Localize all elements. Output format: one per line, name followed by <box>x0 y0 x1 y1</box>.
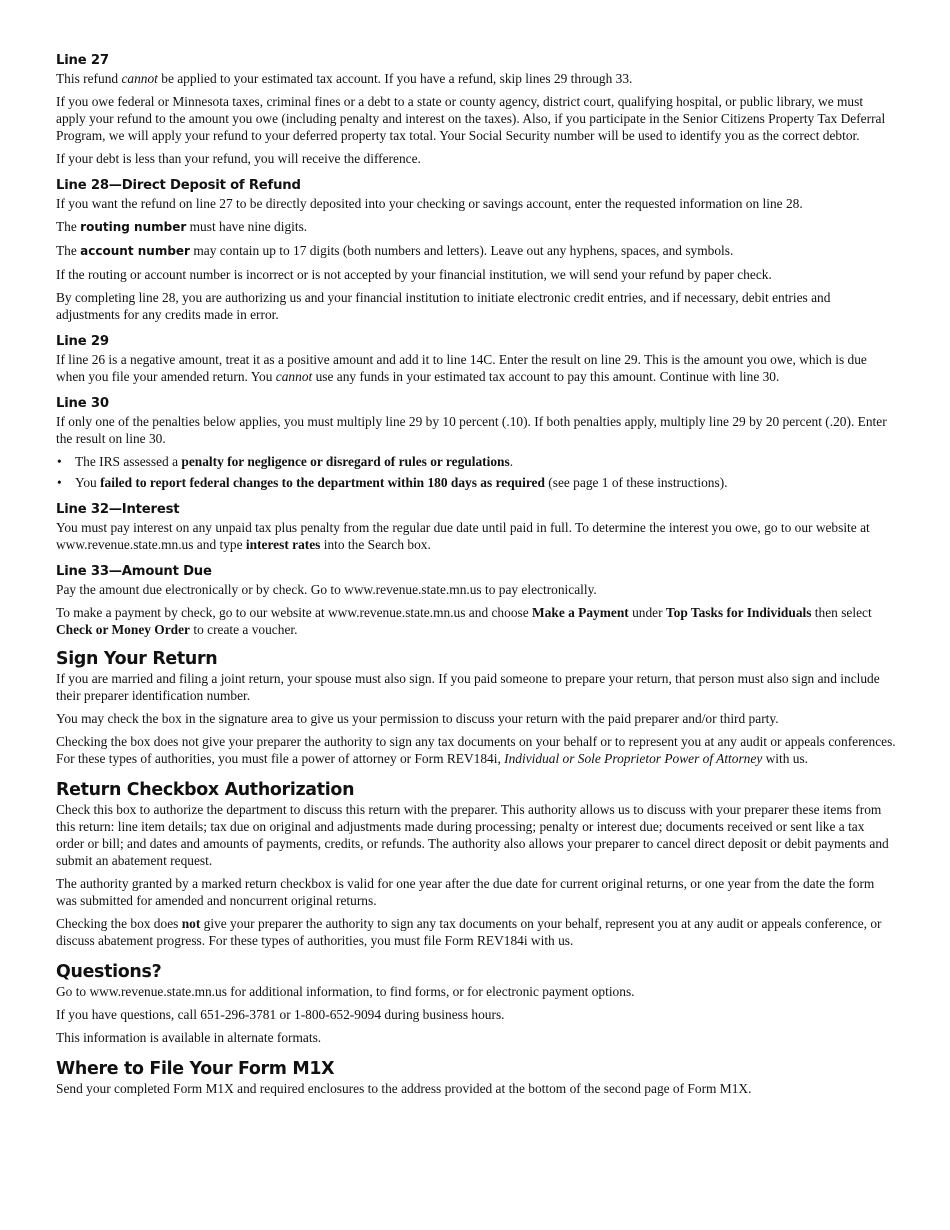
line27-paragraph-3: If your debt is less than your refund, you will receive the difference. <box>56 151 421 166</box>
checkbox-paragraph-2: The authority granted by a marked return checkbox is valid for one year after the due date for current original returns, or one year from the date the form was submitted for amended and noncurrent original returns. <box>56 876 875 908</box>
sign-heading: Sign Your Return <box>56 649 218 669</box>
line28-section <box>56 177 896 323</box>
line29-paragraph-1: If line 26 is a negative amount, treat it as a positive amount and add it to line 14C. Enter the result on line 29. This is the amount you owe, which is due when you file your amended return. You cannot use any funds in your estimated tax account to pay this amount. Continue with line 30. <box>56 352 867 384</box>
where-heading: Where to File Your Form M1X <box>56 1059 335 1079</box>
line33-heading: Line 33—Amount Due <box>56 564 212 579</box>
line27-paragraph-2: If you owe federal or Minnesota taxes, criminal fines or a debt to a state or county agency, district court, qualifying hospital, or public library, we must apply your refund to the amount you owe (including penalty and interest on the taxes). Also, if you participate in the Senior Citizens Property Tax Deferral Program, we will apply your refund to your deferred property tax total. Your Social Security number will be used to identify you as the correct debtor. <box>56 94 886 143</box>
line33-section <box>56 563 896 638</box>
line28-heading: Line 28—Direct Deposit of Refund <box>56 178 301 193</box>
line28-paragraph-5: By completing line 28, you are authorizing us and your financial institution to initiate electronic credit entries, and if necessary, debit entries and adjustments for any credits made in error. <box>56 290 831 322</box>
line33-paragraph-2: To make a payment by check, go to our website at www.revenue.state.mn.us and choose Make a Payment under Top Tasks for Individuals then select Check or Money Order to create a voucher. <box>56 605 872 637</box>
line28-paragraph-4: If the routing or account number is incorrect or is not accepted by your financial institution, we will send your refund by paper check. <box>56 267 772 282</box>
checkbox-paragraph-3: Checking the box does not give your preparer the authority to sign any tax documents on your behalf, represent you at any audit or appeals conference, or discuss abatement progress. For these types of authorities, you must file Form REV184i with us. <box>56 916 882 948</box>
questions-paragraph-1: Go to www.revenue.state.mn.us for additional information, to find forms, or for electronic payment options. <box>56 984 635 999</box>
checkbox-paragraph-1: Check this box to authorize the department to discuss this return with the preparer. This authority allows us to discuss with your preparer these items from this return: line item details; tax due on original and adjustments made during processing; penalty or interest due; documents received or sent like a tax order or bill; and dates and amounts of payments, credits, or refunds. The authority also allows your preparer to cancel direct deposit or debit payments and submit an abatement request. <box>56 802 889 868</box>
where-section <box>56 1058 896 1097</box>
instructions-page <box>56 52 896 1109</box>
sign-paragraph-3: Checking the box does not give your preparer the authority to sign any tax documents on your behalf or to represent you at any audit or appeals conferences. For these types of authorities, you must file a power of attorney or Form REV184i, Individual or Sole Proprietor Power of Attorney with us. <box>56 734 896 766</box>
line28-paragraph-1: If you want the refund on line 27 to be directly deposited into your checking or savings account, enter the requested information on line 28. <box>56 196 803 211</box>
line30-penalty-list <box>56 453 896 491</box>
line30-section <box>56 395 896 491</box>
line28-routing-paragraph: The routing number must have nine digits. <box>56 219 308 234</box>
line32-paragraph-1: You must pay interest on any unpaid tax plus penalty from the regular due date until paid in full. To determine the interest you owe, go to our website at www.revenue.state.mn.us and type interest rates into the Search box. <box>56 520 870 552</box>
sign-section <box>56 648 896 767</box>
line30-paragraph-1: If only one of the penalties below applies, you must multiply line 29 by 10 percent (.10). If both penalties apply, multiply line 29 by 20 percent (.20). Enter the result on line 30. <box>56 414 887 446</box>
line33-paragraph-1: Pay the amount due electronically or by check. Go to www.revenue.state.mn.us to pay electronically. <box>56 582 597 597</box>
line32-heading: Line 32—Interest <box>56 502 180 517</box>
line27-paragraph-1: This refund cannot be applied to your estimated tax account. If you have a refund, skip lines 29 through 33. <box>56 71 633 86</box>
list-item: • The IRS assessed a penalty for negligence or disregard of rules or regulations. <box>57 454 514 469</box>
questions-heading: Questions? <box>56 962 162 982</box>
line28-account-paragraph: The account number may contain up to 17 digits (both numbers and letters). Leave out any hyphens, spaces, and symbols. <box>56 243 734 258</box>
line27-section <box>56 52 896 167</box>
line29-section <box>56 333 896 385</box>
bullet: • <box>57 454 62 469</box>
line27-heading: Line 27 <box>56 53 109 68</box>
list-item: • You failed to report federal changes to the department within 180 days as required (see page 1 of these instructions). <box>57 475 728 490</box>
bullet: • <box>57 475 62 490</box>
line30-heading: Line 30 <box>56 396 109 411</box>
sign-paragraph-2: You may check the box in the signature area to give us your permission to discuss your return with the paid preparer and/or third party. <box>56 711 779 726</box>
questions-section <box>56 961 896 1046</box>
where-paragraph-1: Send your completed Form M1X and required enclosures to the address provided at the bottom of the second page of Form M1X. <box>56 1081 752 1096</box>
sign-paragraph-1: If you are married and filing a joint return, your spouse must also sign. If you paid someone to prepare your return, that person must also sign and include their preparer identification number. <box>56 671 880 703</box>
line29-heading: Line 29 <box>56 334 109 349</box>
checkbox-heading: Return Checkbox Authorization <box>56 780 355 800</box>
line32-section <box>56 501 896 553</box>
questions-paragraph-3: This information is available in alternate formats. <box>56 1030 322 1045</box>
checkbox-section <box>56 779 896 949</box>
questions-paragraph-2: If you have questions, call 651-296-3781 or 1-800-652-9094 during business hours. <box>56 1007 505 1022</box>
